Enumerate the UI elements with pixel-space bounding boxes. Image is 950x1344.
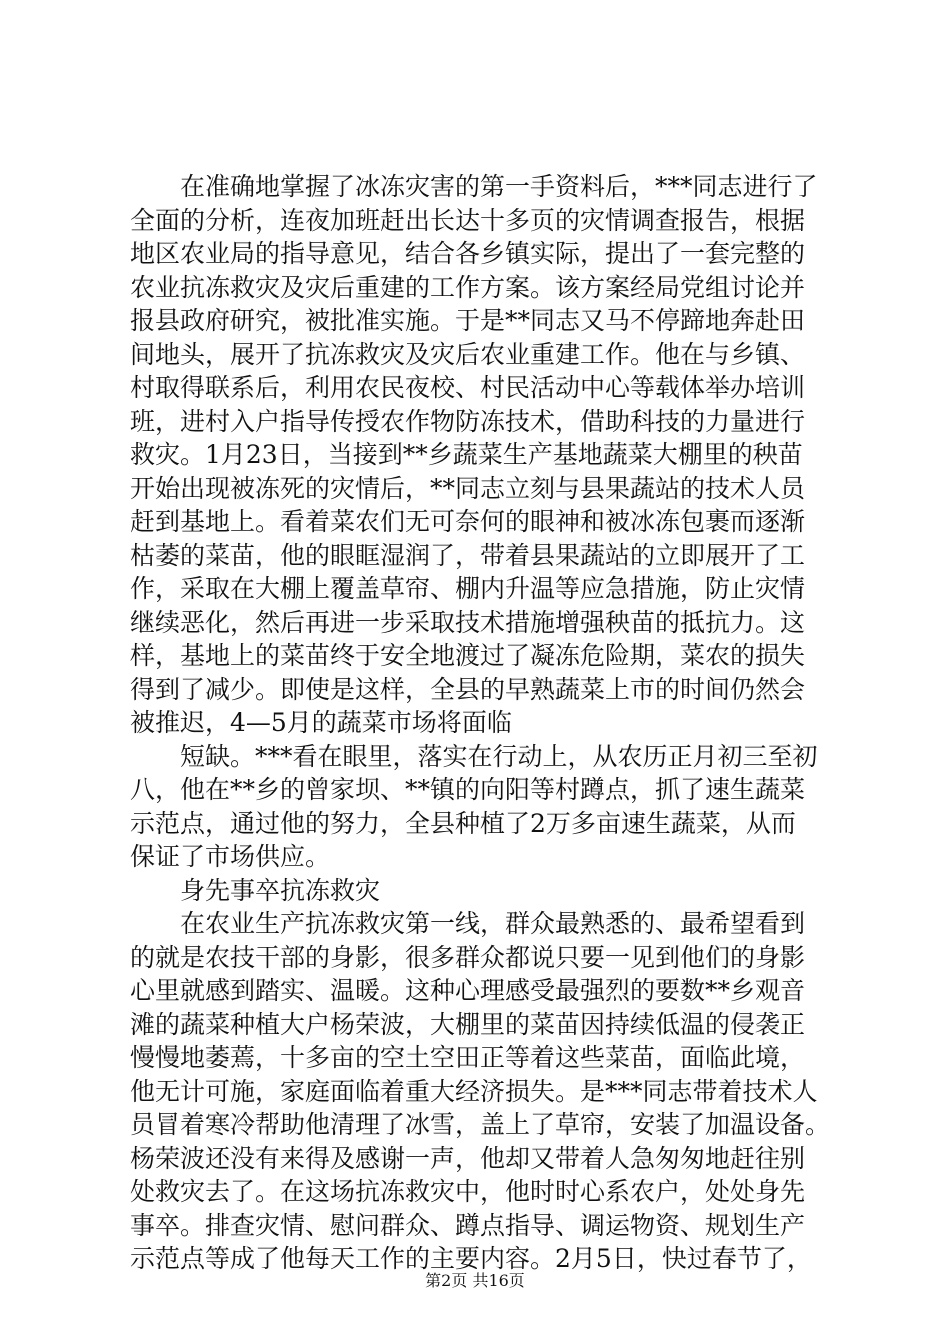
text-line: 短缺。***看在眼里，落实在行动上，从农历正月初三至初 (180, 741, 818, 771)
text-line: 示范点，通过他的努力，全县种植了2万多亩速生蔬菜，从而 (130, 808, 796, 838)
text-line: 开始出现被冻死的灾情后，**同志立刻与县果蔬站的技术人员 (130, 473, 806, 503)
text-line: 杨荣波还没有来得及感谢一声，他却又带着人急匆匆地赶往别 (130, 1143, 806, 1173)
text-line: 慢慢地萎蔫，十多亩的空土空田正等着这些菜苗，面临此境， (130, 1043, 806, 1072)
text-line: 在准确地掌握了冰冻灾害的第一手资料后，***同志进行了 (180, 172, 818, 201)
text-line: 村取得联系后，利用农民夜校、村民活动中心等载体举办培训 (130, 373, 806, 402)
section-heading: 身先事卒抗冻救灾 (180, 875, 381, 905)
text-line: 事卒。排查灾情、慰问群众、蹲点指导、调运物资、规划生产 (130, 1210, 806, 1240)
text-line: 八，他在**乡的曾家坝、**镇的向阳等村蹲点，抓了速生蔬菜 (130, 775, 806, 804)
text-line: 的就是农技干部的身影，很多群众都说只要一见到他们的身影 (130, 942, 806, 972)
text-line: 继续恶化，然后再进一步采取技术措施增强秧苗的抵抗力。这 (130, 607, 806, 637)
text-line: 在农业生产抗冻救灾第一线，群众最熟悉的、最希望看到 (180, 909, 806, 938)
text-line: 他无计可施，家庭面临着重大经济损失。是***同志带着技术人 (130, 1076, 818, 1106)
body-text (130, 170, 830, 1276)
text-line: 被推迟，4—5月的蔬菜市场将面临 (130, 708, 512, 737)
text-line: 心里就感到踏实、温暖。这种心理感受最强烈的要数**乡观音 (130, 976, 806, 1005)
text-line: 作，采取在大棚上覆盖草帘、棚内升温等应急措施，防止灾情 (130, 574, 806, 603)
text-line: 报县政府研究，被批准实施。于是**同志又马不停蹄地奔赴田 (130, 306, 806, 335)
text-line: 处救灾去了。在这场抗冻救灾中，他时时心系农户，处处身先 (130, 1177, 806, 1206)
text-line: 枯萎的菜苗，他的眼眶湿润了，带着县果蔬站的立即展开了工 (130, 540, 806, 570)
text-line: 员冒着寒冷帮助他清理了冰雪，盖上了草帘，安装了加温设备。 (130, 1110, 831, 1139)
text-line: 赶到基地上。看着菜农们无可奈何的眼神和被冰冻包裹而逐渐 (130, 507, 806, 536)
text-line: 保证了市场供应。 (130, 842, 331, 871)
page-footer: 第2页 共16页 (425, 1271, 525, 1290)
text-line: 样，基地上的菜苗终于安全地渡过了凝冻危险期，菜农的损失 (130, 641, 806, 670)
text-line: 示范点等成了他每天工作的主要内容。2月5日，快过春节了， (130, 1244, 812, 1273)
text-line: 得到了减少。即使是这样，全县的早熟蔬菜上市的时间仍然会 (130, 674, 806, 704)
text-line: 农业抗冻救灾及灾后重建的工作方案。该方案经局党组讨论并 (130, 272, 806, 302)
text-line: 救灾。1月23日，当接到**乡蔬菜生产基地蔬菜大棚里的秧苗 (130, 440, 803, 469)
text-line: 班，进村入户指导传授农作物防冻技术，借助科技的力量进行 (130, 406, 806, 436)
text-line: 间地头，展开了抗冻救灾及灾后农业重建工作。他在与乡镇、 (130, 339, 806, 369)
text-line: 全面的分析，连夜加班赶出长达十多页的灾情调查报告，根据 (130, 205, 806, 235)
text-line: 滩的蔬菜种植大户杨荣波，大棚里的菜苗因持续低温的侵袭正 (130, 1009, 806, 1039)
text-line: 地区农业局的指导意见，结合各乡镇实际，提出了一套完整的 (130, 239, 806, 268)
